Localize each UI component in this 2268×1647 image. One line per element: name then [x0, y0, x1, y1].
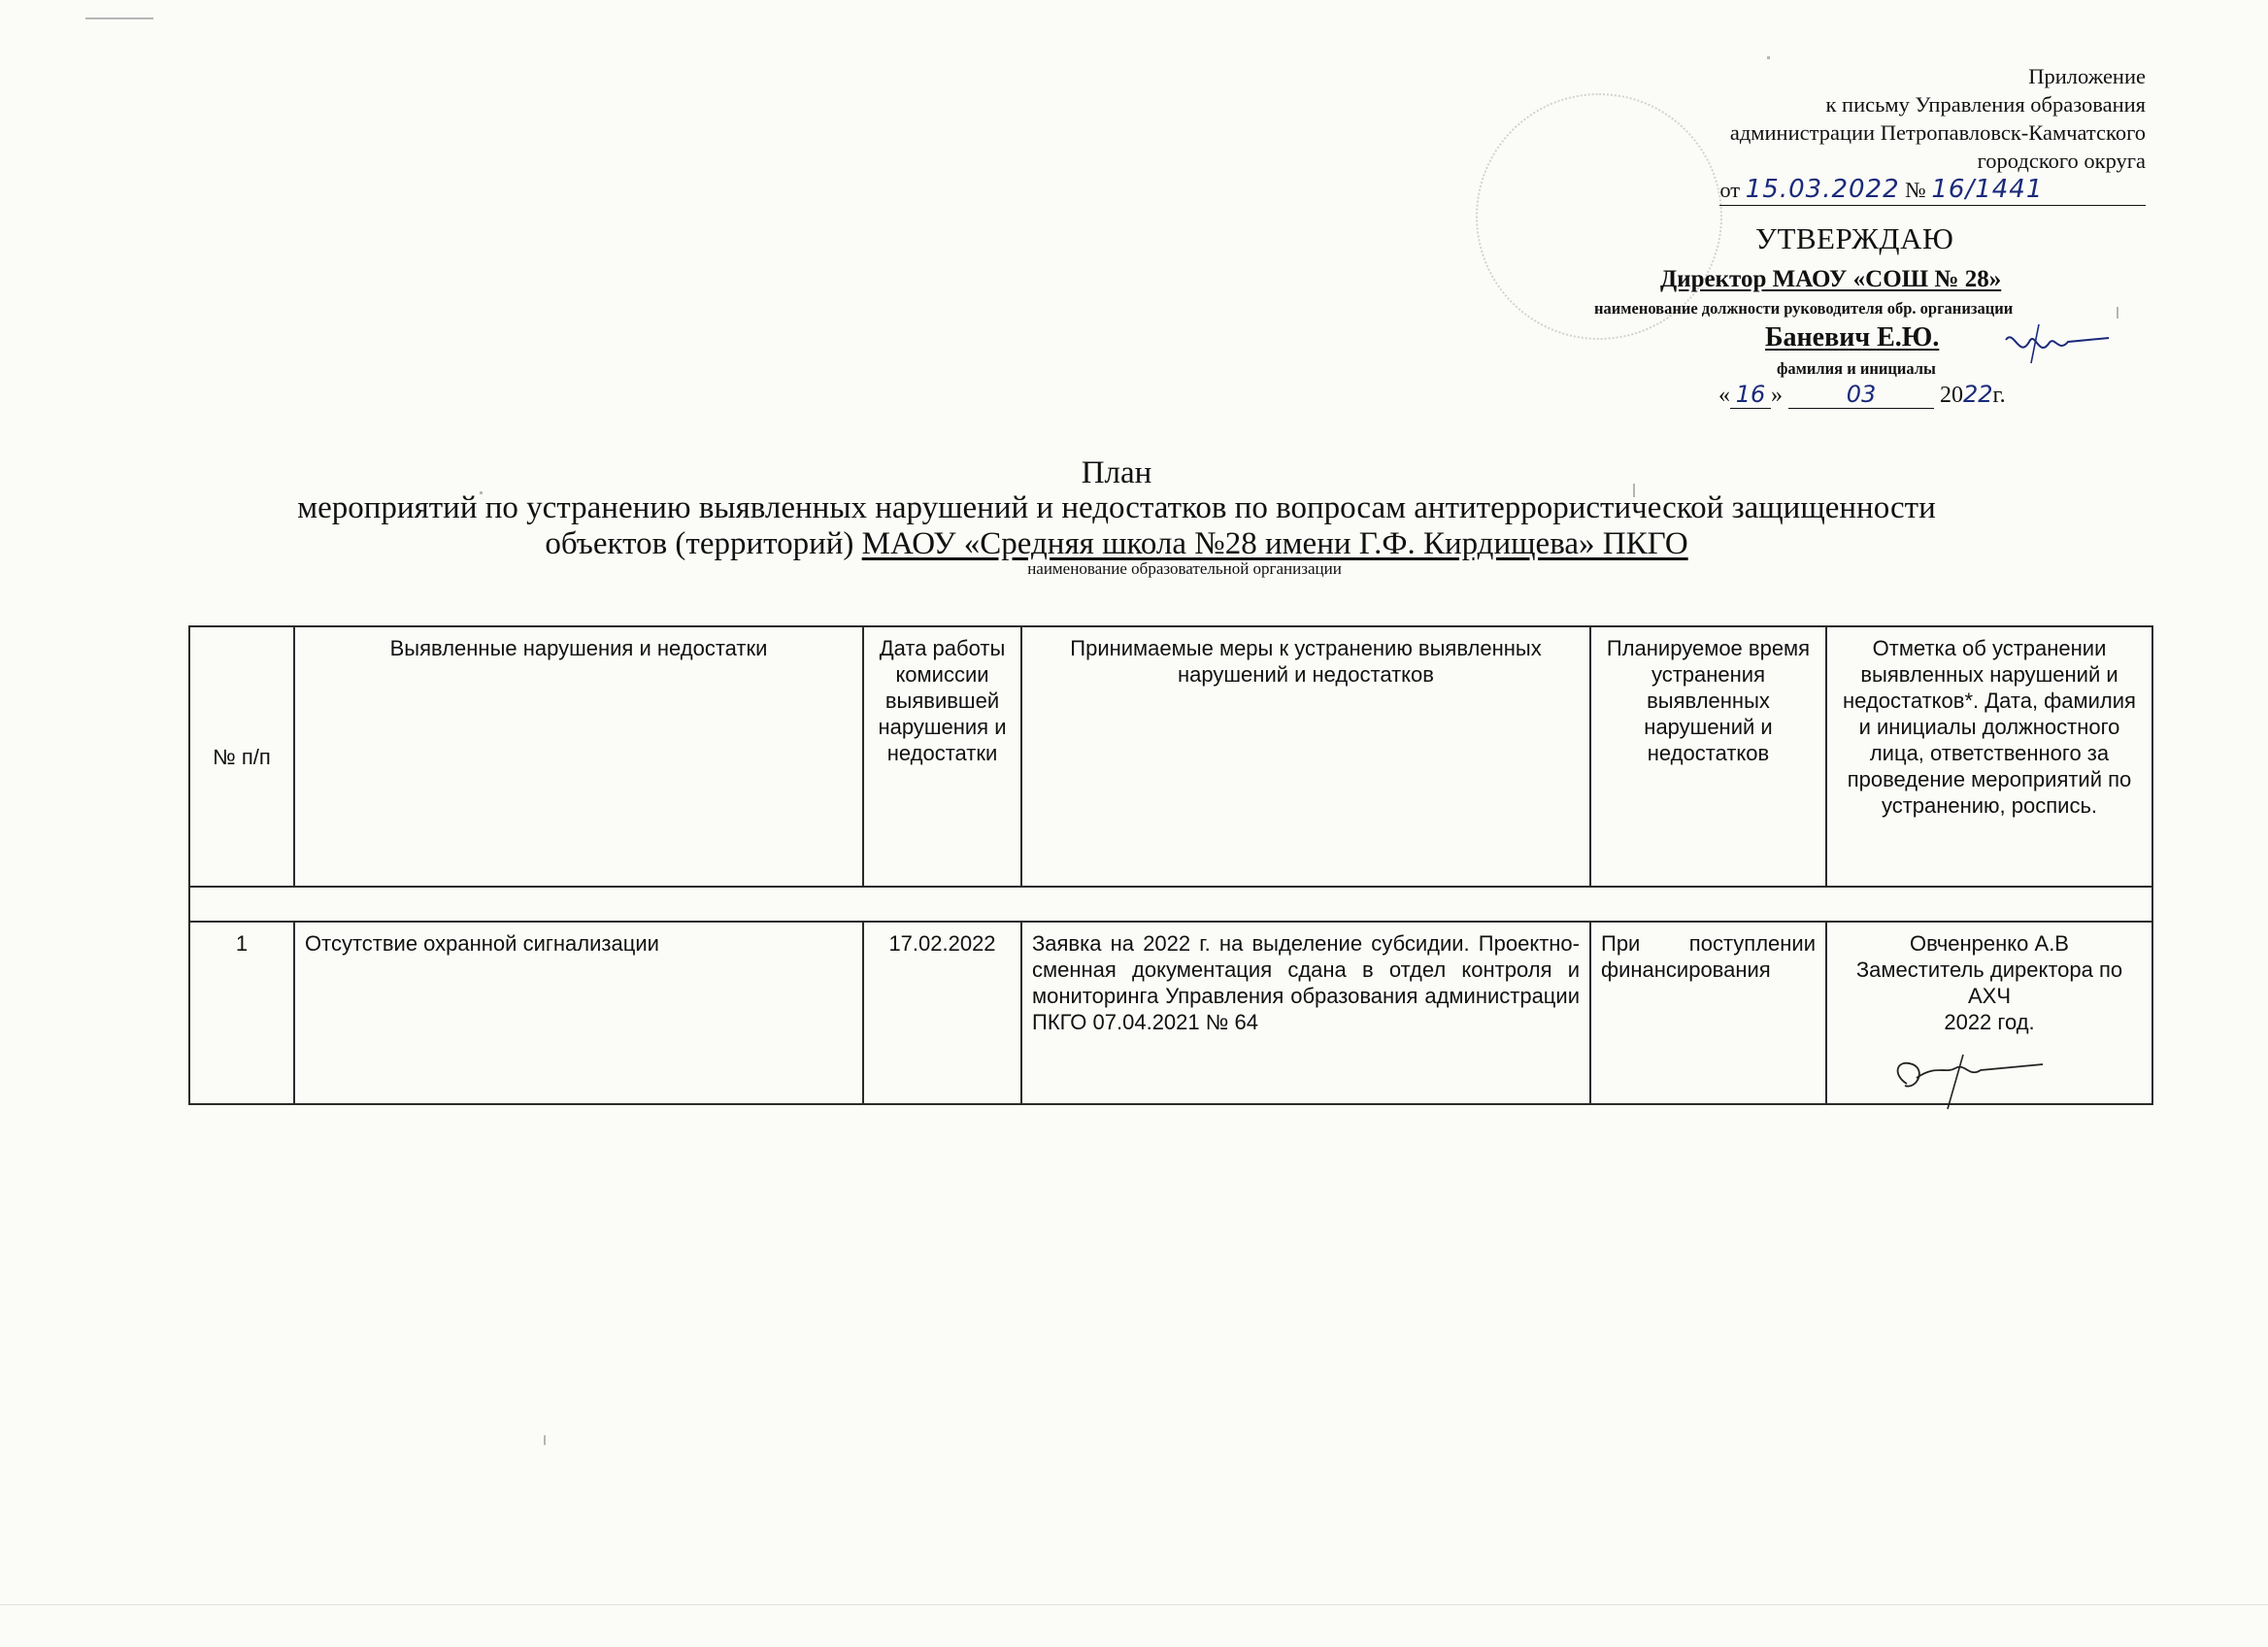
title-objects: [97, 527, 2136, 561]
annex-from-underline: [1719, 175, 2146, 206]
number-sign: №: [1905, 178, 1926, 202]
header-measures: Принимаемые меры к устранению выявленных нарушений и недостатков: [1021, 626, 1590, 887]
mark-position: Заместитель директора по АХЧ: [1855, 958, 2123, 1008]
table-header-row: [189, 626, 2152, 887]
approval-title: УТВЕРЖДАЮ: [1755, 221, 1954, 255]
annex-from-line: [1544, 175, 2146, 206]
mark-name: Овченренко А.В: [1910, 931, 2069, 956]
annex-line-4: городского округа: [1977, 149, 2146, 173]
header-violations: Выявленные нарушения и недостатки: [294, 626, 863, 887]
director-position-note: наименование должности руководителя обр. организации: [1594, 299, 2014, 318]
date-suffix: г.: [1992, 383, 2006, 408]
date-day: 16: [1730, 381, 1771, 409]
title-objects-prefix: объектов (территорий): [545, 526, 854, 561]
header-num: № п/п: [189, 626, 294, 887]
cell-num: 1: [189, 922, 294, 1104]
date-year-prefix: 20: [1940, 383, 1963, 408]
plan-table: [188, 625, 2153, 1105]
scan-speck: [1767, 56, 1770, 59]
director-name-note: фамилия и инициалы: [1777, 359, 1936, 378]
scan-speck: [0, 1604, 2268, 1605]
director-position: Директор МАОУ «СОШ № 28»: [1660, 266, 2002, 292]
cell-planned: При поступлении финансирования: [1590, 922, 1826, 1104]
approval-date: [1718, 381, 2006, 409]
cell-measures: Заявка на 2022 г. на выделение субсидии. Проектно-сменная документация сдана в отдел контроля и мониторинга Управления образования администрации ПКГО 07.04.2021 № 64: [1021, 922, 1590, 1104]
annex-header: [1544, 62, 2146, 206]
date-month: 03: [1788, 381, 1934, 409]
mark-year: 2022 год.: [1944, 1010, 2035, 1034]
responsible-signature-icon: [1887, 1035, 2052, 1113]
from-date: 15.03.2022: [1745, 175, 1900, 204]
table-row: [189, 922, 2152, 1104]
table-spacer-row: [189, 887, 2152, 922]
cell-violation: Отсутствие охранной сигнализации: [294, 922, 863, 1104]
annex-line-2: к письму Управления образования: [1825, 92, 2146, 117]
header-mark: Отметка об устранении выявленных нарушений и недостатков*. Дата, фамилия и инициалы должностного лица, ответственного за проведение мероприятий по устранению, роспись.: [1826, 626, 2152, 887]
organization-name: МАОУ «Средняя школа №28 имени Г.Ф. Кирдищева» ПКГО: [861, 526, 1688, 561]
annex-line-3: администрации Петропавловск-Камчатского: [1729, 120, 2146, 145]
scan-speck: [544, 1435, 546, 1445]
document-title: [97, 456, 2136, 579]
header-planned: Планируемое время устранения выявленных нарушений и недостатков: [1590, 626, 1826, 887]
letter-number: 16/1441: [1931, 175, 2044, 204]
annex-line-1: Приложение: [2028, 64, 2146, 88]
title-subject: мероприятий по устранению выявленных нарушений и недостатков по вопросам антитеррористической защищенности: [297, 490, 1936, 525]
header-date: Дата работы комиссии выявившей нарушения и недостатки: [863, 626, 1021, 887]
date-year: 22: [1963, 381, 1993, 408]
date-quote-open: «: [1718, 383, 1730, 408]
cell-date: 17.02.2022: [863, 922, 1021, 1104]
spacer-cell: [189, 887, 2152, 922]
scan-speck: [2117, 307, 2118, 319]
scan-speck: [85, 17, 153, 19]
organization-name-note: наименование образовательной организации: [1027, 559, 1342, 578]
from-prefix: от: [1719, 178, 1741, 202]
director-signature-icon: [2000, 320, 2117, 369]
title-plan: План: [1081, 455, 1152, 490]
date-quote-close: »: [1771, 383, 1783, 408]
director-name: Баневич Е.Ю.: [1765, 322, 1940, 353]
